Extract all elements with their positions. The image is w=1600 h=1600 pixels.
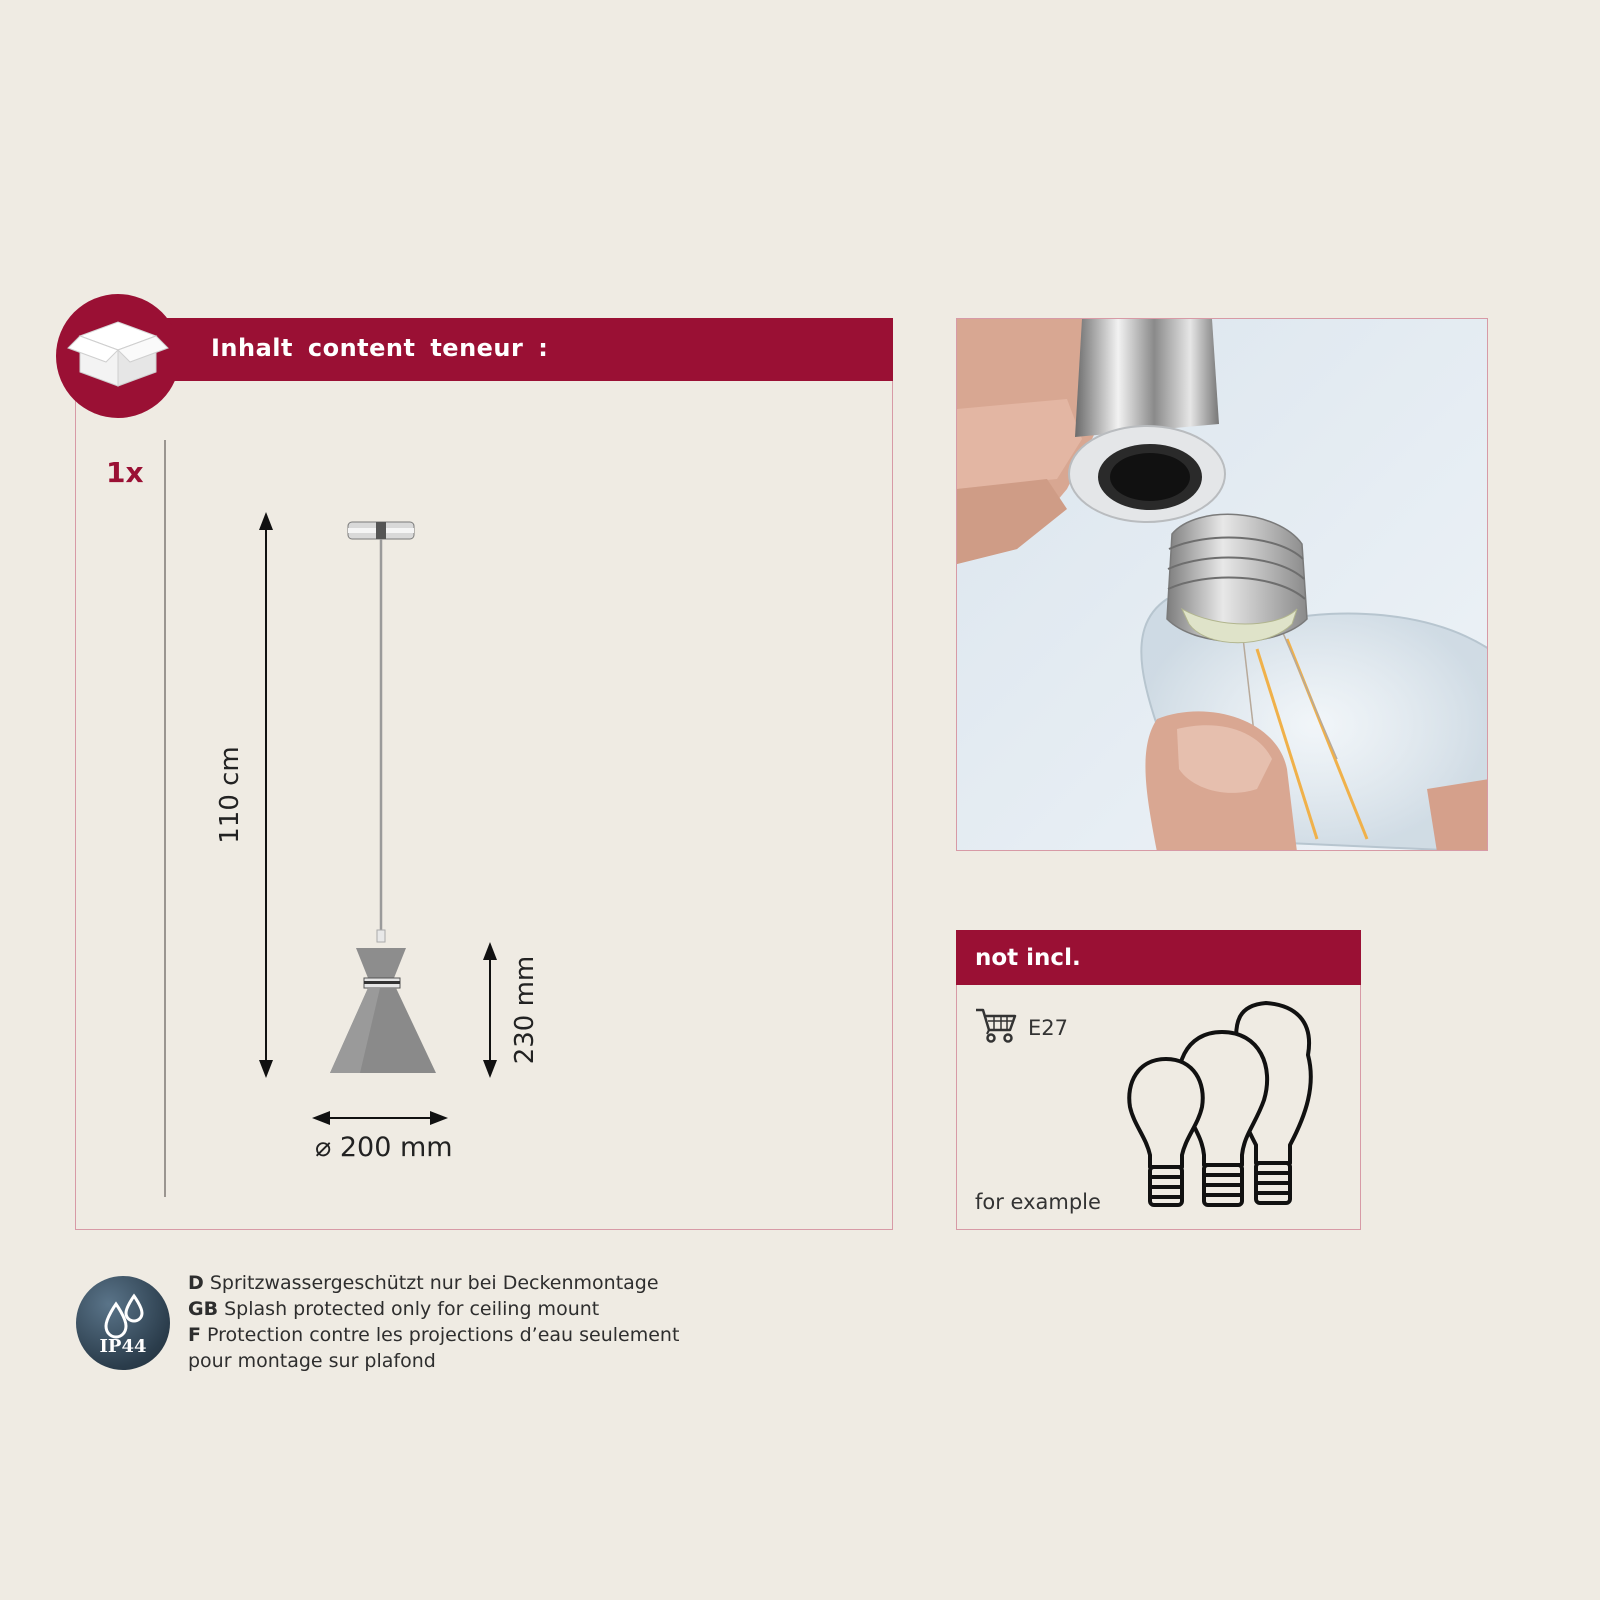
- note-code: D: [188, 1272, 204, 1294]
- cart-icon: [974, 1006, 1018, 1044]
- box-badge: [56, 294, 180, 418]
- note-text: Spritzwassergeschützt nur bei Deckenmontage: [209, 1272, 659, 1294]
- diameter-arrow-line: [310, 1106, 450, 1130]
- ip-rating-label: IP44: [99, 1336, 147, 1357]
- quantity-label: 1x: [106, 456, 144, 489]
- shade-height-arrow: [483, 942, 497, 1078]
- total-height-label: 110 cm: [215, 746, 245, 844]
- note-line-de: [188, 1272, 659, 1294]
- bulb-installation-photo: [956, 318, 1488, 851]
- not-included-title: not incl.: [975, 945, 1081, 971]
- shade-height-label: 230 mm: [510, 955, 540, 1065]
- panel-divider: [164, 440, 166, 1197]
- note-text: Splash protected only for ceiling mount: [224, 1298, 600, 1320]
- box-icon: [56, 294, 180, 418]
- example-label: for example: [975, 1190, 1101, 1214]
- note-code: F: [188, 1324, 201, 1346]
- note-line-fr: [188, 1324, 679, 1346]
- bulb-icon: [1120, 995, 1330, 1215]
- note-text: pour montage sur plafond: [188, 1350, 436, 1372]
- socket-type-label: E27: [1028, 1016, 1068, 1040]
- note-code: GB: [188, 1298, 219, 1320]
- note-line-fr-continued: [188, 1350, 436, 1372]
- height-arrow: [259, 512, 273, 1078]
- note-line-gb: [188, 1298, 599, 1320]
- lamp-shade: [330, 948, 436, 1073]
- contents-header-title: Inhalt content teneur :: [211, 334, 549, 362]
- note-text: Protection contre les projections d’eau seulement: [207, 1324, 680, 1346]
- diameter-label: ⌀ 200 mm: [315, 1132, 453, 1163]
- ceiling-canopy: [348, 522, 414, 539]
